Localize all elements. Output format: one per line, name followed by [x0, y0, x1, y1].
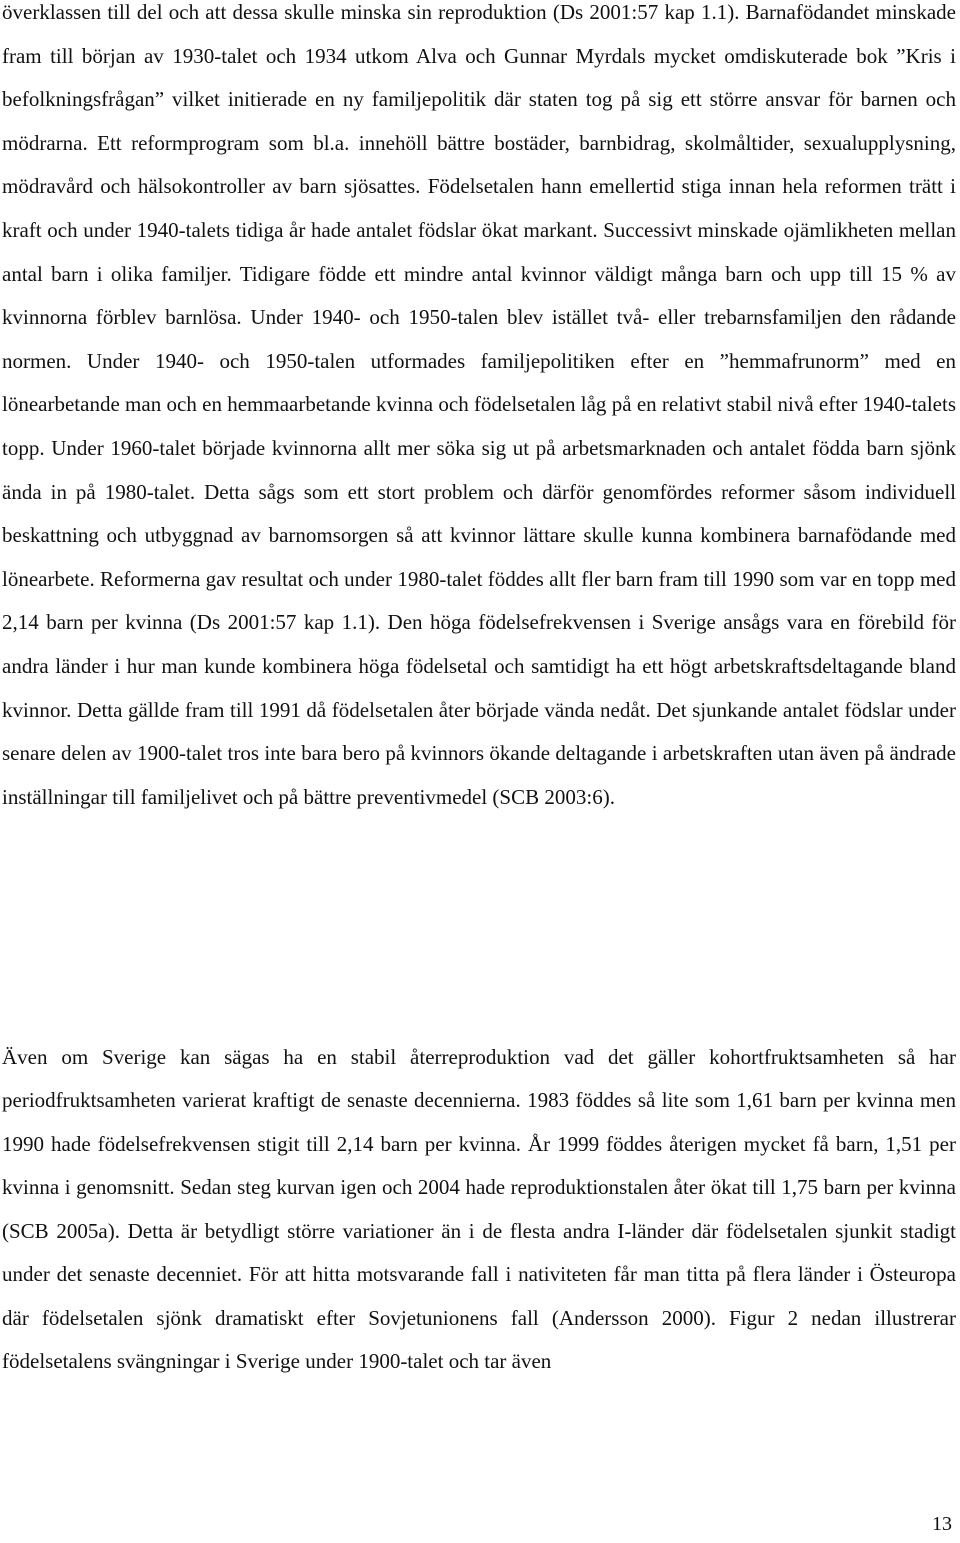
body-paragraph-2: Även om Sverige kan sägas ha en stabil återreproduktion vad det gäller kohortfruktsamheten så har periodfruktsamheten varierat kraftigt de senaste decennierna. 1983 föddes så lite som 1,61 barn per kvinna men 1990 hade födelsefrekvensen stigit till 2,14 barn per kvinna. År 1999 föddes återigen mycket få barn, 1,51 per kvinna i genomsnitt. Sedan steg kurvan igen och 2004 hade reproduktionstalen åter ökat till 1,75 barn per kvinna (SCB 2005a). Detta är betydligt större variationer än i de flesta andra I-länder där födelsetalen sjunkit stadigt under det senaste decenniet. För att hitta motsvarande fall i nativiteten får man titta på flera länder i Östeuropa där födelsetalen sjönk dramatiskt efter Sovjetunionens fall (Andersson 2000). Figur 2 nedan illustrerar födelsetalens svängningar i Sverige under 1900-talet och tar även — [2, 1045, 956, 1374]
body-paragraph-1: överklassen till del och att dessa skulle minska sin reproduktion (Ds 2001:57 kap 1.1). Barnafödandet minskade fram till början av 1930-talet och 1934 utkom Alva och Gunnar Myrdals mycket omdiskuterade bok ”Kris i befolkningsfrågan” vilket initierade en ny familjepolitik där staten tog på sig ett större ansvar för barnen och mödrarna. Ett reformprogram som bl.a. innehöll bättre bostäder, barnbidrag, skolmåltider, sexualupplysning, mödravård och hälsokontroller av barn sjösattes. Födelsetalen hann emellertid stiga innan hela reformen trätt i kraft och under 1940-talets tidiga år hade antalet födslar ökat markant. Successivt minskade ojämlikheten mellan antal barn i olika familjer. Tidigare födde ett mindre antal kvinnor väldigt många barn och upp till 15 % av kvinnorna förblev barnlösa. Under 1940- och 1950-talen blev istället två- eller trebarnsfamiljen den rådande normen. Under 1940- och 1950-talen utformades familjepolitiken efter en ”hemmafrunorm” med en lönearbetande man och en hemmaarbetande kvinna och födelsetalen låg på en relativt stabil nivå efter 1940-talets topp. Under 1960-talet började kvinnorna allt mer söka sig ut på arbetsmarknaden och antalet födda barn sjönk ända in på 1980-talet. Detta sågs som ett stort problem och därför genomfördes reformer såsom individuell beskattning och utbyggnad av barnomsorgen så att kvinnor lättare skulle kunna kombinera barnafödande med lönearbete. Reformerna gav resultat och under 1980-talet föddes allt fler barn fram till 1990 som var en topp med 2,14 barn per kvinna (Ds 2001:57 kap 1.1). Den höga födelsefrekvensen i Sverige ansågs vara en förebild för andra länder i hur man kunde kombinera höga födelsetal och samtidigt ha ett högt arbetskraftsdeltagande bland kvinnor. Detta gällde fram till 1991 då födelsetalen åter började vända nedåt. Det sjunkande antalet födslar under senare delen av 1900-talet tros inte bara bero på kvinnors ökande deltagande i arbetskraften utan även på ändrade inställningar till familjelivet och på bättre preventivmedel (SCB 2003:6). — [2, 0, 956, 809]
page-number: 13 — [932, 1513, 952, 1535]
